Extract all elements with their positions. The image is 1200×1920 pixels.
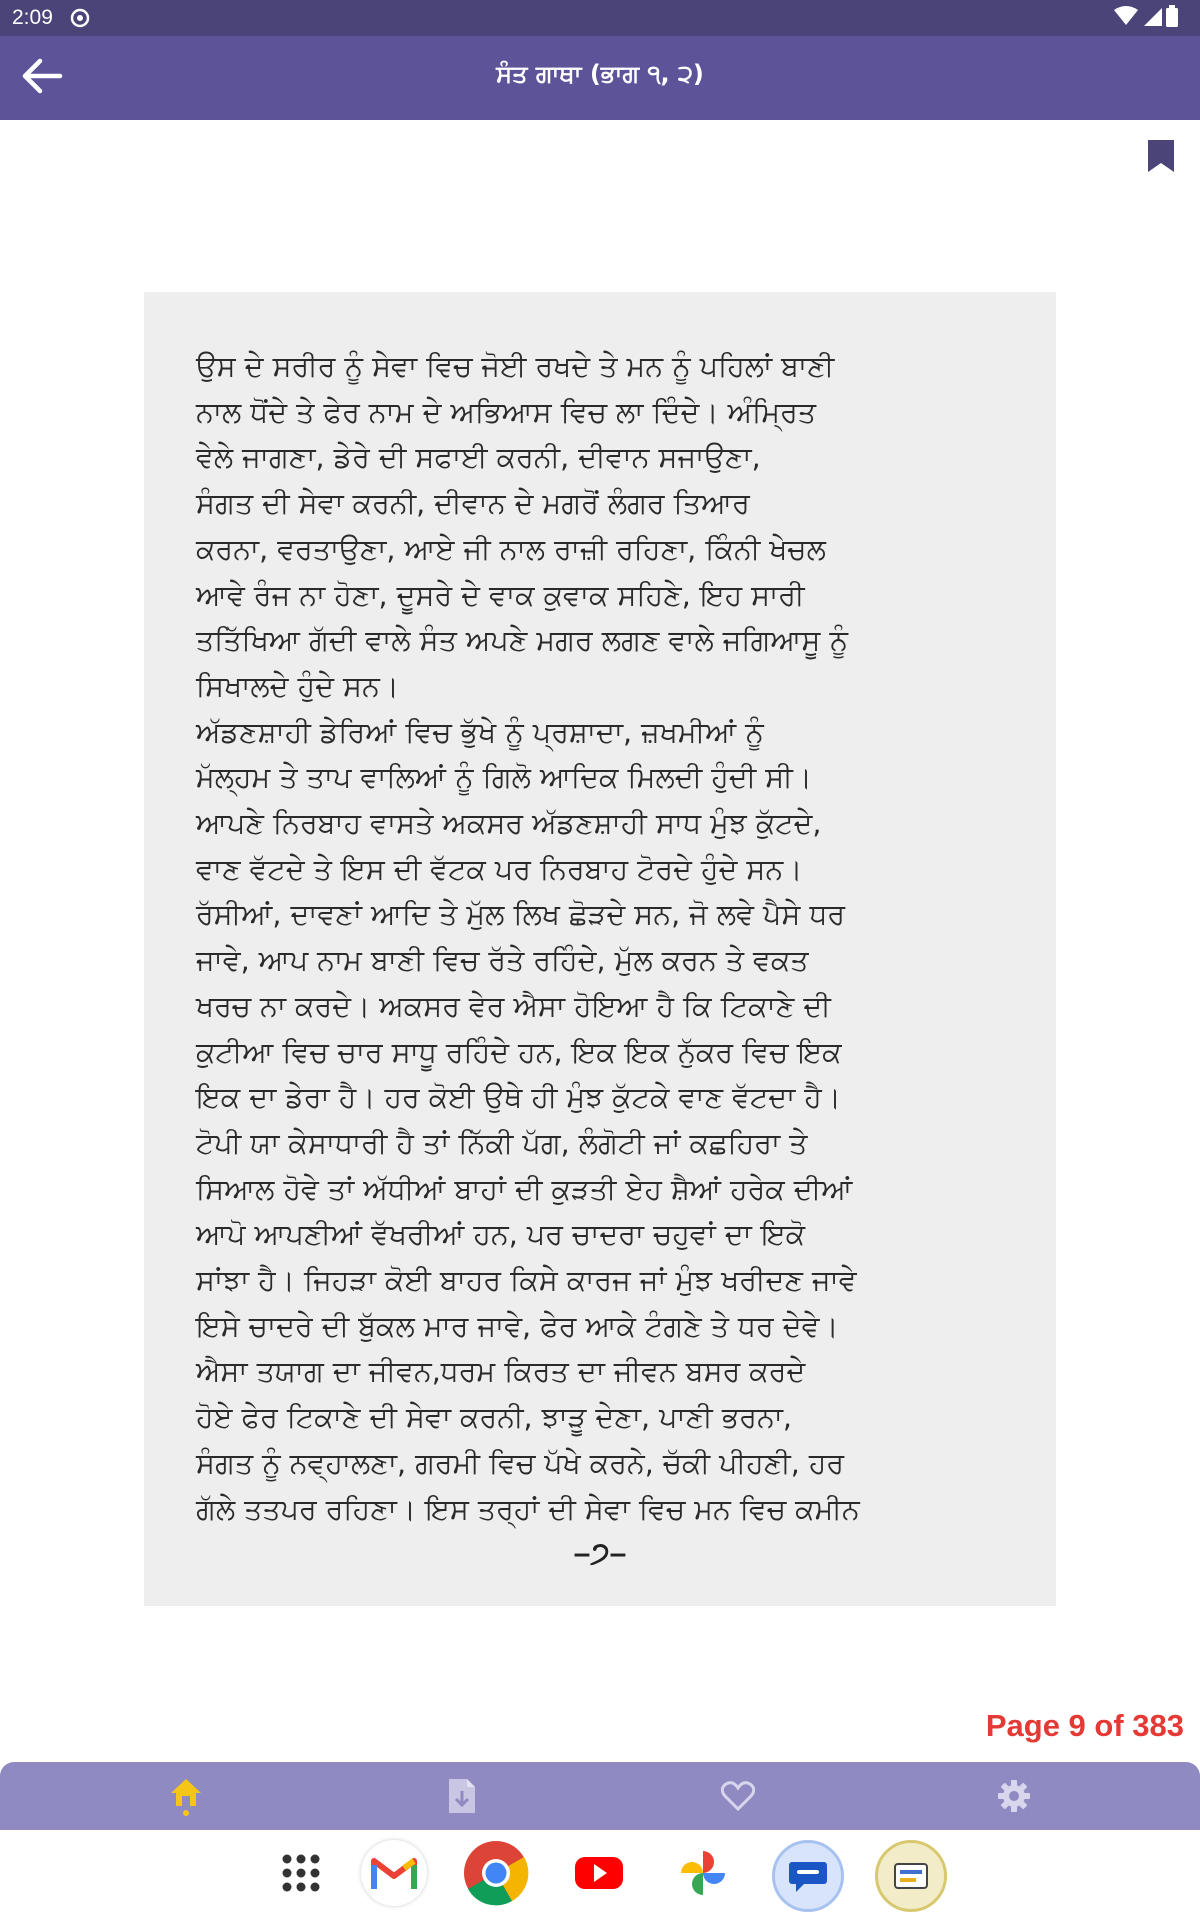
- photos-icon[interactable]: [670, 1840, 736, 1906]
- app-bar: [0, 36, 1200, 120]
- nav-home[interactable]: [166, 1776, 206, 1820]
- system-dock: [0, 1830, 1200, 1920]
- book-page-view[interactable]: [144, 292, 1056, 1606]
- status-time: 2:09: [12, 6, 53, 29]
- app-drawer-icon[interactable]: [268, 1840, 334, 1906]
- signal-icon: [1142, 6, 1162, 30]
- page-counter: Page 9 of 383: [985, 1708, 1184, 1743]
- bookmark-button[interactable]: [1146, 138, 1182, 178]
- nav-pdf-download[interactable]: [442, 1776, 482, 1820]
- status-icons: [1114, 7, 1178, 29]
- pdf-download-icon: [447, 1777, 477, 1819]
- book-app-icon[interactable]: [875, 1840, 947, 1912]
- youtube-icon[interactable]: [566, 1840, 632, 1906]
- wifi-icon: [1114, 6, 1138, 30]
- page-text: ਉਸ ਦੇ ਸਰੀਰ ਨੂੰ ਸੇਵਾ ਵਿਚ ਜੋਈ ਰਖਦੇ ਤੇ ਮਨ ਨੂੰ ਪਹਿਲਾਂ ਬਾਣੀ ਨਾਲ ਧੋਂਦੇ ਤੇ ਫੇਰ ਨਾਮ ਦੇ ਅਭਿਆਸ ਵਿਚ ਲਾ ਦਿੰਦੇ। ਅੰਮ੍ਰਿਤ ਵੇਲੇ ਜਾਗਣਾ, ਡੇਰੇ ਦੀ ਸਫਾਈ ਕਰਨੀ, ਦੀਵਾਨ ਸਜਾਉਣਾ, ਸੰਗਤ ਦੀ ਸੇਵਾ ਕਰਨੀ, ਦੀਵਾਨ ਦੇ ਮਗਰੋਂ ਲੰਗਰ ਤਿਆਰ ਕਰਨਾ, ਵਰਤਾਉਣਾ, ਆਏ ਜੀ ਨਾਲ ਰਾਜ਼ੀ ਰਹਿਣਾ, ਕਿੰਨੀ ਖੇਚਲ ਆਵੇ ਰੰਜ ਨਾ ਹੋਣਾ, ਦੂਸਰੇ ਦੇ ਵਾਕ ਕੁਵਾਕ ਸਹਿਣੇ, ਇਹ ਸਾਰੀ ਤਤਿੱਖਿਆ ਗੱਦੀ ਵਾਲੇ ਸੰਤ ਅਪਣੇ ਮਗਰ ਲਗਣ ਵਾਲੇ ਜਗਿਆਸੂ ਨੂੰ ਸਿਖਾਲਦੇ ਹੁੰਦੇ ਸਨ। ਅੱਡਣਸ਼ਾਹੀ ਡੇਰਿਆਂ ਵਿਚ ਭੁੱਖੇ ਨੂੰ ਪ੍ਰਸ਼ਾਦਾ, ਜ਼ਖਮੀਆਂ ਨੂੰ ਮੱਲ੍ਹਮ ਤੇ ਤਾਪ ਵਾਲਿਆਂ ਨੂੰ ਗਿਲੋ ਆਦਿਕ ਮਿਲਦੀ ਹੁੰਦੀ ਸੀ। ਆਪਣੇ ਨਿਰਬਾਹ ਵਾਸਤੇ ਅਕਸਰ ਅੱਡਣਸ਼ਾਹੀ ਸਾਧ ਮੁੰਝ ਕੁੱਟਦੇ, ਵਾਣ ਵੱਟਦੇ ਤੇ ਇਸ ਦੀ ਵੱਟਕ ਪਰ ਨਿਰਬਾਹ ਟੋਰਦੇ ਹੁੰਦੇ ਸਨ। ਰੱਸੀਆਂ, ਦਾਵਣਾਂ ਆਦਿ ਤੇ ਮੁੱਲ ਲਿਖ ਛੋੜਦੇ ਸਨ, ਜੋ ਲਵੇ ਪੈਸੇ ਧਰ ਜਾਵੇ, ਆਪ ਨਾਮ ਬਾਣੀ ਵਿਚ ਰੱਤੇ ਰਹਿੰਦੇ, ਮੁੱਲ ਕਰਨ ਤੇ ਵਕਤ ਖਰਚ ਨਾ ਕਰਦੇ। ਅਕਸਰ ਵੇਰ ਐਸਾ ਹੋਇਆ ਹੈ ਕਿ ਟਿਕਾਣੇ ਦੀ ਕੁਟੀਆ ਵਿਚ ਚਾਰ ਸਾਧੂ ਰਹਿੰਦੇ ਹਨ, ਇਕ ਇਕ ਨੁੱਕਰ ਵਿਚ ਇਕ ਇਕ ਦਾ ਡੇਰਾ ਹੈ। ਹਰ ਕੋਈ ਉਥੇ ਹੀ ਮੁੰਝ ਕੁੱਟਕੇ ਵਾਣ ਵੱਟਦਾ ਹੈ। ਟੋਪੀ ਯਾ ਕੇਸਾਧਾਰੀ ਹੈ ਤਾਂ ਨਿੱਕੀ ਪੱਗ, ਲੰਗੋਟੀ ਜਾਂ ਕਛਹਿਰਾ ਤੇ ਸਿਆਲ ਹੋਵੇ ਤਾਂ ਅੱਧੀਆਂ ਬਾਹਾਂ ਦੀ ਕੁੜਤੀ ਏਹ ਸ਼ੈਆਂ ਹਰੇਕ ਦੀਆਂ ਆਪੋ ਆਪਣੀਆਂ ਵੱਖਰੀਆਂ ਹਨ, ਪਰ ਚਾਦਰਾ ਚਹੁਵਾਂ ਦਾ ਇਕੋ ਸਾਂਝਾ ਹੈ। ਜਿਹੜਾ ਕੋਈ ਬਾਹਰ ਕਿਸੇ ਕਾਰਜ ਜਾਂ ਮੁੰਝ ਖਰੀਦਣ ਜਾਵੇ ਇਸੇ ਚਾਦਰੇ ਦੀ ਬੁੱਕਲ ਮਾਰ ਜਾਵੇ, ਫੇਰ ਆਕੇ ਟੰਗਣੇ ਤੇ ਧਰ ਦੇਵੇ। ਐਸਾ ਤਯਾਗ ਦਾ ਜੀਵਨ,ਧਰਮ ਕਿਰਤ ਦਾ ਜੀਵਨ ਬਸਰ ਕਰਦੇ ਹੋਏ ਫੇਰ ਟਿਕਾਣੇ ਦੀ ਸੇਵਾ ਕਰਨੀ, ਝਾੜੂ ਦੇਣਾ, ਪਾਣੀ ਭਰਨਾ, ਸੰਗਤ ਨੂੰ ਨਵ੍ਹਾਲਣਾ, ਗਰਮੀ ਵਿਚ ਪੱਖੇ ਕਰਨੇ, ਚੱਕੀ ਪੀਹਣੀ, ਹਰ ਗੱਲੇ ਤਤਪਰ ਰਹਿਣਾ। ਇਸ ਤਰ੍ਹਾਂ ਦੀ ਸੇਵਾ ਵਿਚ ਮਨ ਵਿਚ ਕਮੀਨ: [196, 350, 860, 1526]
- home-icon: [169, 1776, 203, 1820]
- sync-icon: [70, 8, 90, 28]
- chrome-icon[interactable]: [463, 1840, 529, 1906]
- gmail-icon[interactable]: [361, 1840, 427, 1906]
- status-bar: [0, 0, 1200, 36]
- heart-icon: [721, 1781, 755, 1815]
- nav-favorites[interactable]: [718, 1776, 758, 1820]
- printed-page-number: –੭–: [573, 1537, 627, 1570]
- gear-icon: [997, 1779, 1031, 1817]
- app-title: ਸੰਤ ਗਾਥਾ (ਭਾਗ ੧, ੨): [496, 60, 704, 88]
- bottom-navigation: [0, 1762, 1200, 1830]
- bookmark-icon: [1146, 159, 1176, 178]
- battery-icon: [1166, 5, 1178, 31]
- messages-icon[interactable]: [772, 1840, 844, 1912]
- nav-settings[interactable]: [994, 1776, 1034, 1820]
